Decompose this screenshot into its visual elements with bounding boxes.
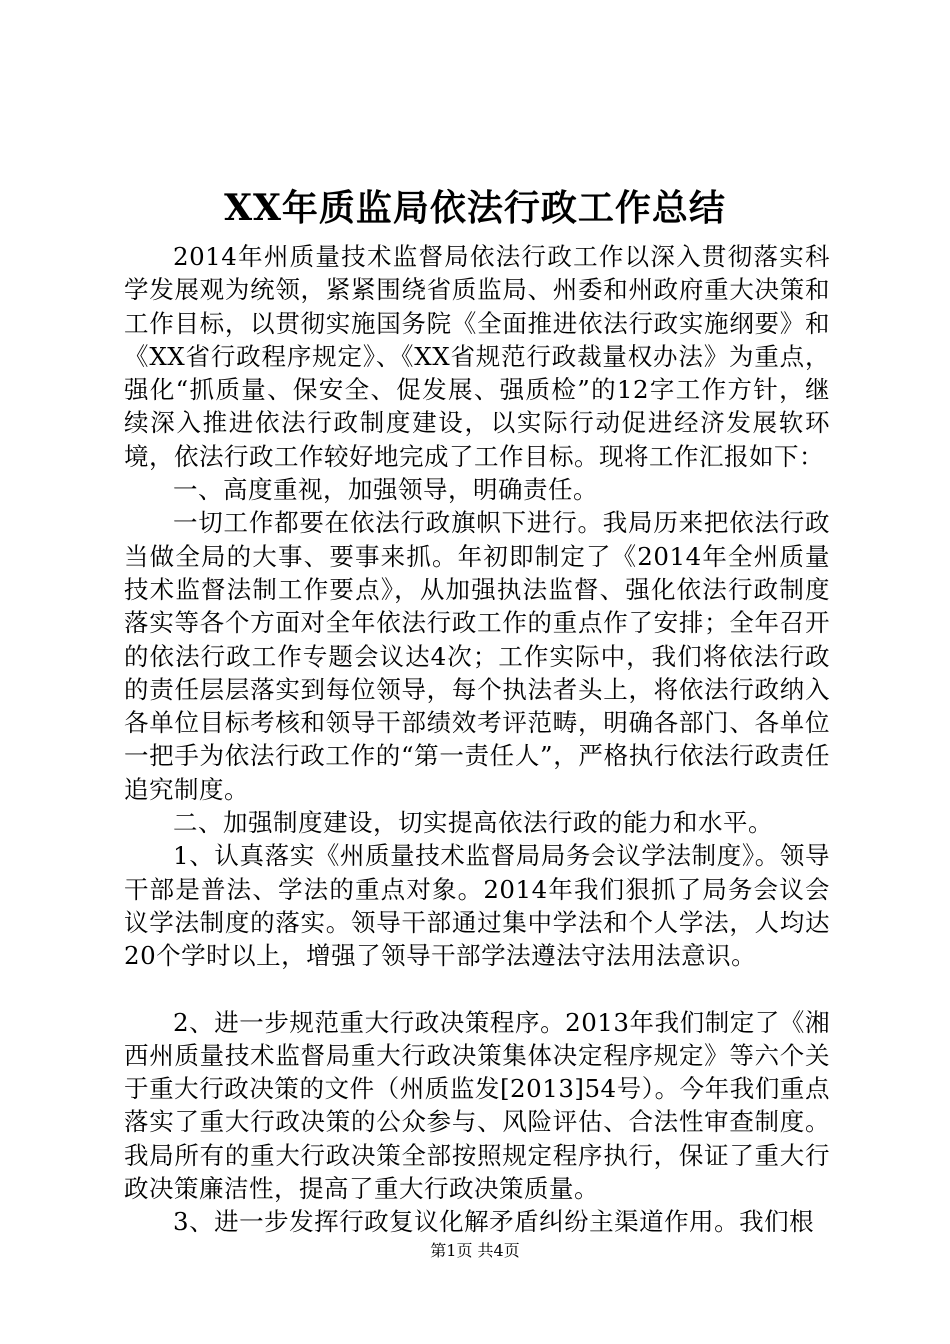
paragraph-intro: 2014年州质量技术监督局依法行政工作以深入贯彻落实科学发展观为统领，紧紧围绕省质监局、州委和州政府重大决策和工作目标，以贯彻实施国务院《全面推进依法行政实施纲要》和《XX省行政程序规定》、《XX省规范行政裁量权办法》为重点，强化“抓质量、保安全、促发展、强质检”的12字工作方针，继续深入推进依法行政制度建设，以实际行动促进经济发展软环境，依法行政工作较好地完成了工作目标。现将工作汇报如下： — [124, 242, 830, 471]
document-body — [124, 240, 830, 1239]
section-heading-1: 一、高度重视，加强领导，明确责任。 — [173, 475, 598, 505]
paragraph-item-2: 2、进一步规范重大行政决策程序。2013年我们制定了《湘西州质量技术监督局重大行政决策集体决定程序规定》等六个关于重大行政决策的文件（州质监发[2013]54号）。今年我们重点落实了重大行政决策的公众参与、风险评估、合法性审查制度。我局所有的重大行政决策全部按照规定程序执行，保证了重大行政决策廉洁性，提高了重大行政决策质量。 — [124, 1007, 830, 1204]
paragraph-item-3: 3、进一步发挥行政复议化解矛盾纠纷主渠道作用。我们根 — [173, 1207, 815, 1237]
paragraph-item-1: 1、认真落实《州质量技术监督局局务会议学法制度》。领导干部是普法、学法的重点对象。2014年我们狠抓了局务会议会议学法制度的落实。领导干部通过集中学法和个人学法，人均达20个学时以上，增强了领导干部学法遵法守法用法意识。 — [124, 841, 830, 971]
section-heading-2: 二、加强制度建设，切实提高依法行政的能力和水平。 — [173, 808, 773, 838]
page-number-footer: 第1页 共4页 — [430, 1241, 520, 1260]
document-title: XX年质监局依法行政工作总结 — [224, 187, 726, 229]
paragraph-section-1: 一切工作都要在依法行政旗帜下进行。我局历来把依法行政当做全局的大事、要事来抓。年初即制定了《2014年全州质量技术监督法制工作要点》，从加强执法监督、强化依法行政制度落实等各个方面对全年依法行政工作的重点作了安排；全年召开的依法行政工作专题会议达4次；工作实际中，我们将依法行政的责任层层落实到每位领导，每个执法者头上，将依法行政纳入各单位目标考核和领导干部绩效考评范畴，明确各部门、各单位一把手为依法行政工作的“第一责任人”，严格执行依法行政责任追究制度。 — [124, 508, 830, 804]
